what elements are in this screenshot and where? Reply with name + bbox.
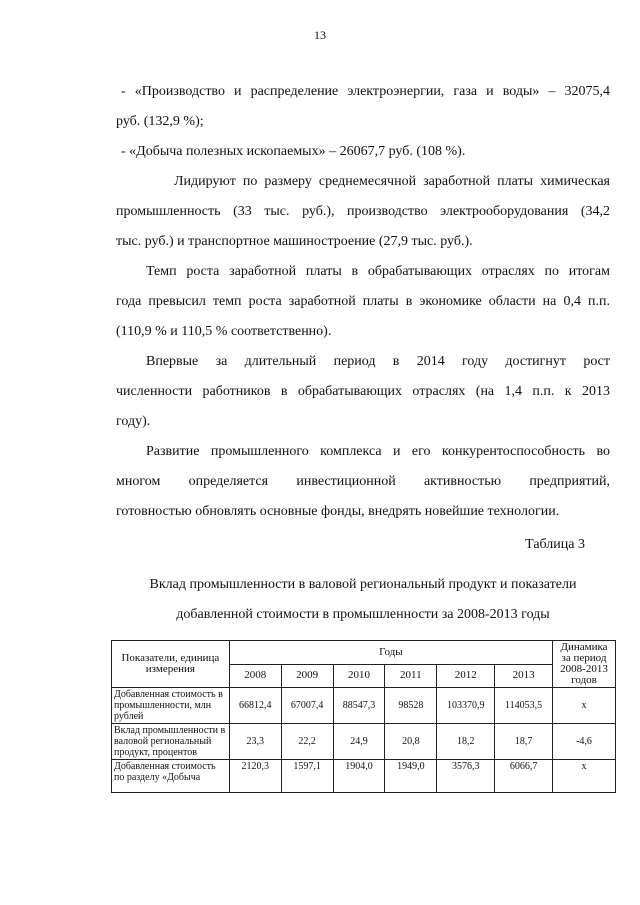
- year-header: 2013: [495, 664, 553, 688]
- table-cell: 67007,4: [281, 688, 333, 724]
- dynamics-cell: х: [553, 688, 616, 724]
- table-cell: 1597,1: [281, 760, 333, 793]
- paragraph-line: промышленность (33 тыс. руб.), производство электрооборудования (34,2: [116, 204, 610, 219]
- year-header: 2010: [333, 664, 385, 688]
- paragraph-line: готовностью обновлять основные фонды, внедрять новейшие технологии.: [116, 504, 560, 519]
- year-header: 2009: [281, 664, 333, 688]
- table-cell: 23,3: [229, 724, 281, 760]
- dynamics-cell: -4,6: [553, 724, 616, 760]
- table-cell: 88547,3: [333, 688, 385, 724]
- table-cell: 3576,3: [437, 760, 495, 793]
- paragraph-line: - «Добыча полезных ископаемых» – 26067,7 руб. (108 %).: [121, 144, 466, 159]
- paragraph-line: Впервые за длительный период в 2014 году достигнут рост: [146, 354, 610, 369]
- data-table: [111, 640, 616, 793]
- table-cell: 1949,0: [385, 760, 437, 793]
- table-cell: 2120,3: [229, 760, 281, 793]
- table-title: [116, 570, 610, 630]
- year-header: 2012: [437, 664, 495, 688]
- paragraph-line: - «Производство и распределение электроэнергии, газа и воды» – 32075,4: [121, 84, 610, 99]
- dynamics-cell: х: [553, 760, 616, 793]
- paragraph-line: Развитие промышленного комплекса и его конкурентоспособность во: [146, 444, 610, 459]
- table-cell: 20,8: [385, 724, 437, 760]
- paragraph-line: тыс. руб.) и транспортное машиностроение (27,9 тыс. руб.).: [116, 234, 473, 249]
- paragraph-line: Лидируют по размеру среднемесячной заработной платы химическая: [174, 174, 610, 189]
- table-cell: 24,9: [333, 724, 385, 760]
- table-cell: 18,2: [437, 724, 495, 760]
- row-label: Добавленная стоимость в промышленности, млн рублей: [112, 688, 230, 724]
- page-number: 13: [314, 28, 326, 42]
- table-title-line: добавленной стоимости в промышленности за 2008-2013 годы: [176, 607, 550, 622]
- table-title-line: Вклад промышленности в валовой региональный продукт и показатели: [149, 577, 577, 592]
- table-cell: 18,7: [495, 724, 553, 760]
- table-label: Таблица 3: [525, 537, 585, 552]
- table-cell: 1904,0: [333, 760, 385, 793]
- table-row: [112, 760, 616, 793]
- table-cell: 103370,9: [437, 688, 495, 724]
- paragraph-line: руб. (132,9 %);: [116, 114, 204, 129]
- header-years: Годы: [229, 641, 552, 665]
- table-cell: 66812,4: [229, 688, 281, 724]
- paragraph-line: (110,9 % и 110,5 % соответственно).: [116, 324, 332, 339]
- table-row: [112, 688, 616, 724]
- paragraph-line: года превысил темп роста заработной платы в экономике области на 0,4 п.п.: [116, 294, 610, 309]
- year-header: 2008: [229, 664, 281, 688]
- table-cell: 114053,5: [495, 688, 553, 724]
- paragraph-line: многом определяется инвестиционной активностью предприятий,: [116, 474, 610, 489]
- row-label: Вклад промышленности в валовой региональный продукт, процентов: [112, 724, 230, 760]
- header-indicator: Показатели, единица измерения: [112, 641, 230, 688]
- table-cell: 22,2: [281, 724, 333, 760]
- header-dynamics: Динамика за период 2008-2013 годов: [553, 641, 616, 688]
- paragraph-line: численности работников в обрабатывающих отраслях (на 1,4 п.п. к 2013: [116, 384, 610, 399]
- paragraph-line: Темп роста заработной платы в обрабатывающих отраслях по итогам: [146, 264, 610, 279]
- year-header: 2011: [385, 664, 437, 688]
- table-cell: 98528: [385, 688, 437, 724]
- paragraph-line: году).: [116, 414, 151, 429]
- table-cell: 6066,7: [495, 760, 553, 793]
- table-row: [112, 724, 616, 760]
- row-label: Добавленная стоимость по разделу «Добыча: [112, 760, 230, 793]
